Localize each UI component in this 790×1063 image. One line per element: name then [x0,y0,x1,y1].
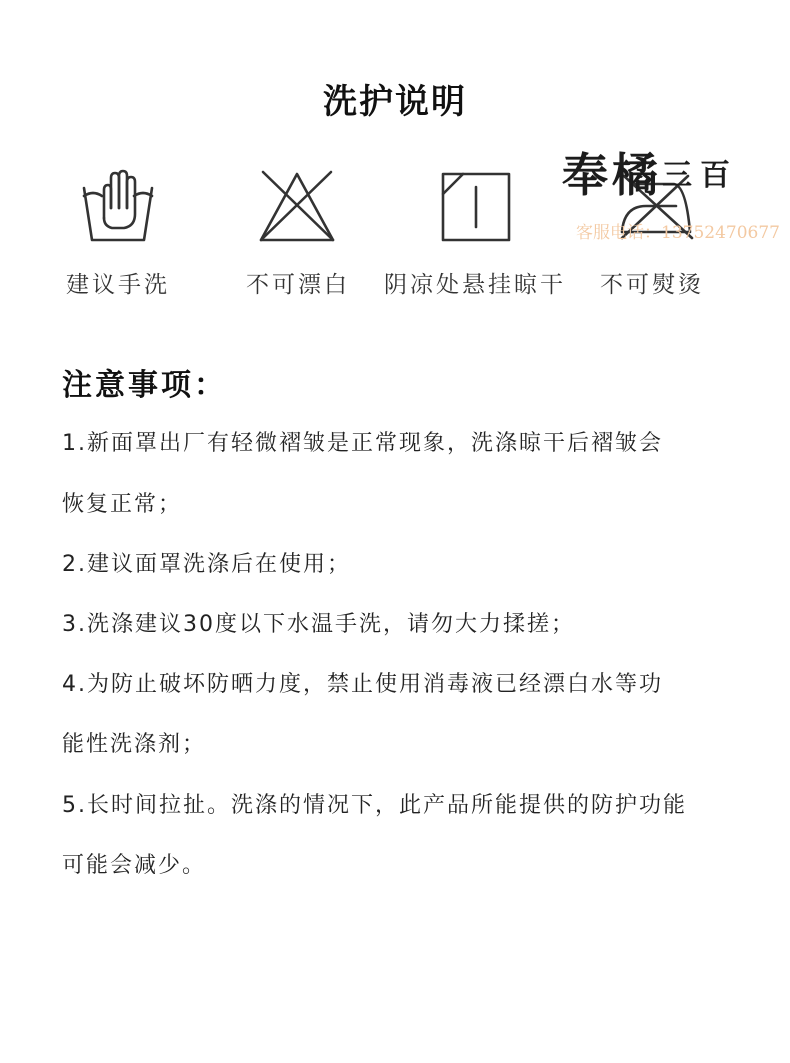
notice-line-2: 恢复正常； [62,492,183,517]
notice-line-8: 可能会减少。 [62,853,207,878]
brand-watermark [560,148,780,248]
care-label-line-dry: 阴凉处悬挂晾干 [384,272,566,298]
care-label-no-iron: 不可熨烫 [600,272,704,298]
notice-line-1: 1.新面罩出厂有轻微褶皱是正常现象，洗涤晾干后褶皱会 [62,431,663,456]
notice-line-4: 3.洗涤建议30度以下水温手洗，请勿大力揉搓； [62,612,575,637]
page-title: 洗护说明 [323,82,467,122]
no-bleach-icon [257,168,337,244]
watermark-brand-main: 奉橘 [562,148,662,202]
watermark-brand [562,148,738,202]
watermark-brand-suffix: 三百 [662,158,738,193]
hand-wash-icon [80,168,156,244]
care-label-hand-wash: 建议手洗 [66,272,170,298]
line-dry-in-shade-icon [440,171,512,243]
care-label-no-bleach: 不可漂白 [246,272,350,298]
notice-line-6: 能性洗涤剂； [62,732,207,757]
notice-line-3: 2.建议面罩洗涤后在使用； [62,552,351,577]
notice-heading: 注意事项： [62,368,227,403]
notice-line-5: 4.为防止破坏防晒力度，禁止使用消毒液已经漂白水等功 [62,672,663,697]
notice-line-7: 5.长时间拉扯。洗涤的情况下，此产品所能提供的防护功能 [62,793,687,818]
watermark-contact: 客服电话：13752470677 [576,223,780,243]
